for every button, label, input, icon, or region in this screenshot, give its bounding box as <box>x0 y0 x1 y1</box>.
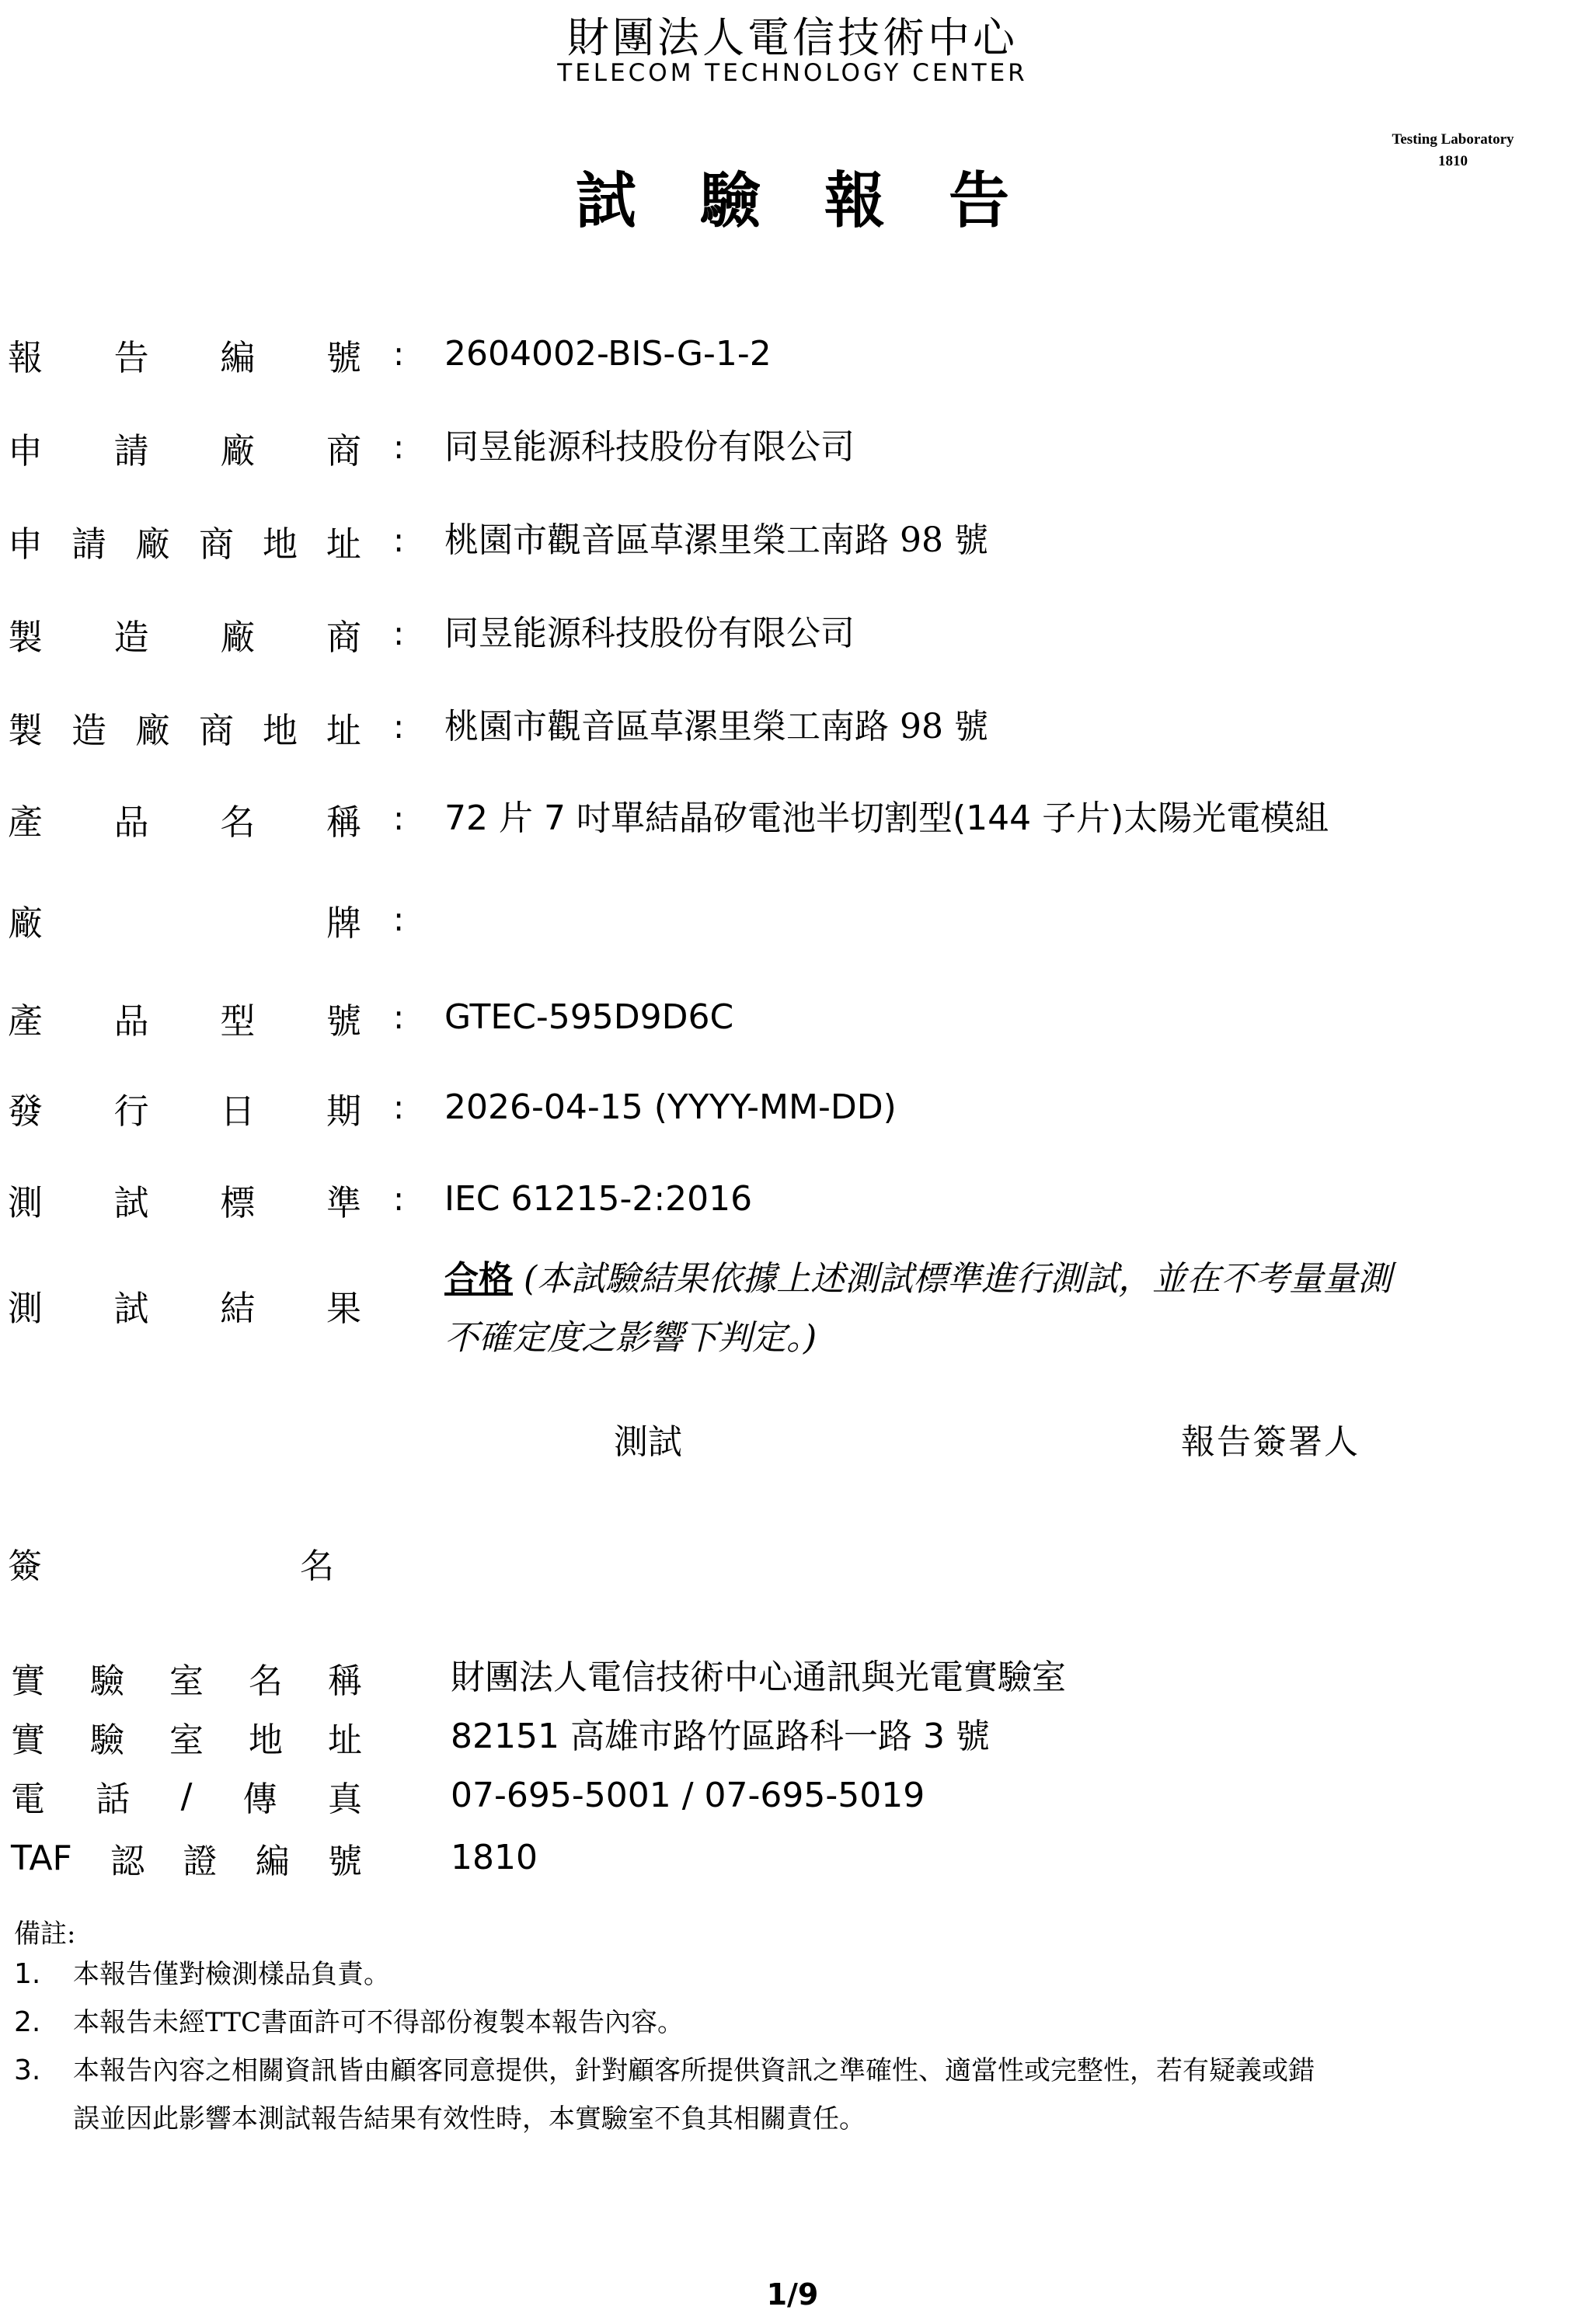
pass-verdict: 合格 <box>444 1259 513 1299</box>
field-row <box>0 986 1585 1049</box>
notes-heading: 備註: <box>14 1919 76 1950</box>
field-row <box>0 1168 1585 1230</box>
field-colon: : <box>393 708 405 746</box>
note-number: 3. <box>14 2054 41 2086</box>
signature-label-part1: 簽 <box>8 1546 42 1586</box>
field-label: 發 行 日 期 <box>8 1090 361 1132</box>
lab-info-label: 實 驗 室 名 稱 <box>11 1661 362 1701</box>
field-label: 產 品 型 號 <box>8 1000 361 1042</box>
field-value: 2604002-BIS-G-1-2 <box>444 334 772 374</box>
lab-info-row <box>0 1647 1585 1709</box>
note-number: 2. <box>14 2006 41 2038</box>
field-row <box>0 889 1585 951</box>
test-result-line1 <box>444 1251 1392 1300</box>
field-row <box>0 696 1585 758</box>
field-label: 報 告 編 號 <box>8 336 361 378</box>
tester-label: 測試 <box>614 1422 682 1462</box>
field-row <box>0 1077 1585 1139</box>
field-label: 產 品 名 稱 <box>8 801 361 843</box>
note-item <box>14 2001 684 2039</box>
lab-info-row <box>0 1827 1585 1889</box>
field-label: 測 試 結 果 <box>8 1287 361 1329</box>
field-row <box>0 510 1585 572</box>
report-signer-label: 報告簽署人 <box>1181 1422 1360 1462</box>
note-text: 本報告內容之相關資訊皆由顧客同意提供，針對顧客所提供資訊之準確性、適當性或完整性，若有疑義或錯 <box>73 2055 1315 2086</box>
field-value: 72 片 7 吋單結晶矽電池半切割型(144 子片)太陽光電模組 <box>444 798 1329 838</box>
note-number: 1. <box>14 1958 41 1990</box>
lab-info-value: 財團法人電信技術中心通訊與光電實驗室 <box>451 1658 1066 1697</box>
field-row <box>0 416 1585 478</box>
page-number: 1/9 <box>766 2277 819 2312</box>
field-value: GTEC-595D9D6C <box>444 997 734 1037</box>
note-item <box>14 2049 1315 2087</box>
field-colon: : <box>393 1180 405 1218</box>
lab-info-label: 實 驗 室 地 址 <box>11 1720 362 1760</box>
lab-info-value: 07-695-5001 / 07-695-5019 <box>451 1776 925 1815</box>
field-label: 申 請 廠 商 地 址 <box>8 523 361 565</box>
lab-info-label: TAF 認 證 編 號 <box>11 1838 362 1881</box>
note-text: 本報告僅對檢測樣品負責。 <box>73 1959 390 1990</box>
lab-info-row <box>0 1706 1585 1768</box>
report-title: 試驗報告 <box>575 165 1073 236</box>
field-value: 桃園市觀音區草漯里榮工南路 98 號 <box>444 520 988 560</box>
lab-info-row <box>0 1765 1585 1827</box>
field-label: 製 造 廠 商 <box>8 616 361 658</box>
result-note-line2: 不確定度之影響下判定。) <box>444 1318 817 1358</box>
field-colon: : <box>393 1088 405 1126</box>
note-text: 本報告未經TTC書面許可不得部份複製本報告內容。 <box>73 2007 684 2038</box>
field-colon: : <box>393 998 405 1036</box>
lab-tag-line1: Testing Laboratory <box>1392 131 1514 148</box>
field-label: 製 造 廠 商 地 址 <box>8 709 361 751</box>
organization-name-english: TELECOM TECHNOLOGY CENTER <box>557 59 1028 87</box>
lab-info-label: 電 話 / 傳 真 <box>11 1776 362 1819</box>
lab-tag-line2: 1810 <box>1438 153 1468 169</box>
field-row <box>0 603 1585 665</box>
lab-info-value: 1810 <box>451 1838 538 1877</box>
organization-name-chinese: 財團法人電信技術中心 <box>567 13 1018 62</box>
field-value: IEC 61215-2:2016 <box>444 1179 753 1219</box>
field-value: 同昱能源科技股份有限公司 <box>444 614 855 653</box>
field-label: 廠 牌 <box>8 902 361 944</box>
note-text-continued: 誤並因此影響本測試報告結果有效性時，本實驗室不負其相關責任。 <box>73 2103 866 2134</box>
field-value: 同昱能源科技股份有限公司 <box>444 427 855 467</box>
field-colon: : <box>393 521 405 559</box>
field-row <box>0 323 1585 385</box>
result-note-line1: (本試驗結果依據上述測試標準進行測試，並在不考量量測 <box>513 1259 1392 1299</box>
field-colon: : <box>393 428 405 466</box>
field-value: 2026-04-15 (YYYY-MM-DD) <box>444 1087 897 1127</box>
field-colon: : <box>393 614 405 652</box>
field-colon: : <box>393 335 405 373</box>
field-value: 桃園市觀音區草漯里榮工南路 98 號 <box>444 707 988 746</box>
field-colon: : <box>393 799 405 837</box>
field-label: 申 請 廠 商 <box>8 430 361 471</box>
field-row <box>0 788 1585 850</box>
signature-label-part2: 名 <box>300 1546 334 1586</box>
field-label: 測 試 標 準 <box>8 1181 361 1223</box>
field-colon: : <box>393 900 405 938</box>
note-item <box>14 1953 390 1991</box>
lab-info-value: 82151 高雄市路竹區路科一路 3 號 <box>451 1717 990 1756</box>
